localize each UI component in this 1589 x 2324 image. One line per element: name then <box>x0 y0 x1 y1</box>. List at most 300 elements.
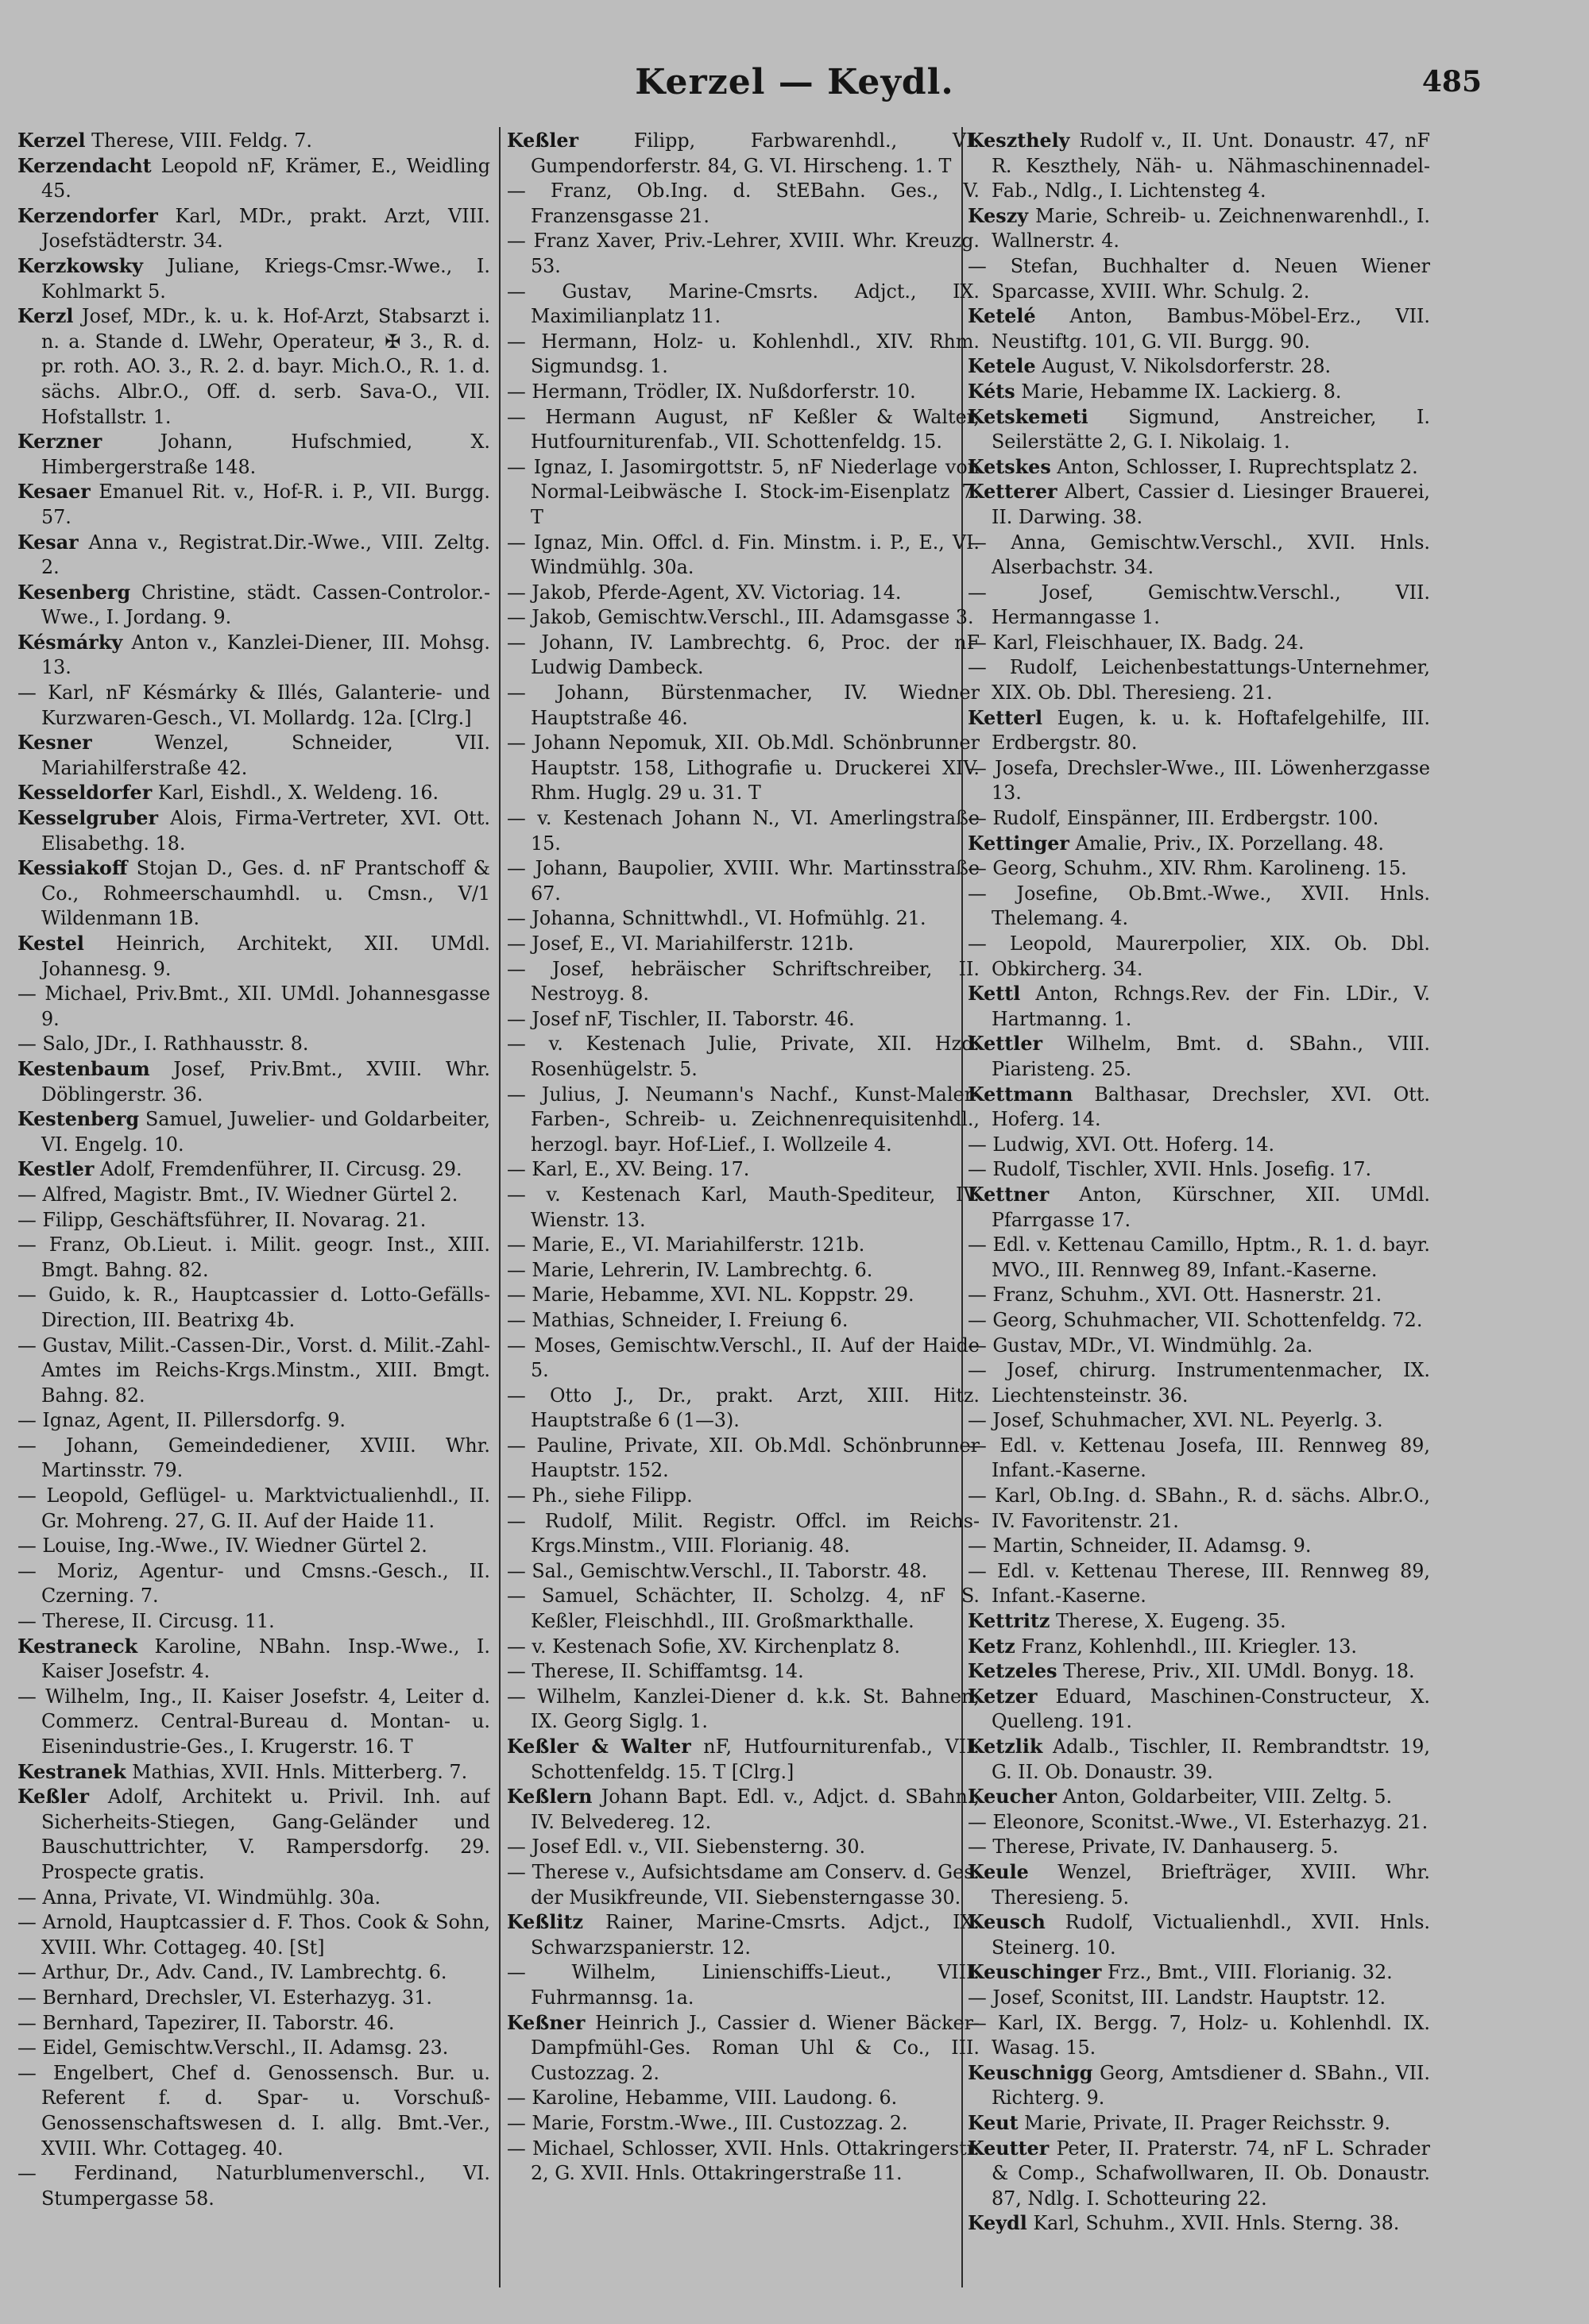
entry-surname: Kestler <box>17 1158 95 1181</box>
entry-details: — Josefa, Drechsler-Wwe., III. Löwenherzgasse 13. <box>968 756 1430 805</box>
directory-entry <box>507 581 980 606</box>
entry-details: Heinrich, Architekt, XII. UMdl. Johannesg. 9. <box>41 932 490 980</box>
entry-details: Josef, Priv.Bmt., XVIII. Whr. Döblingerstr. 36. <box>41 1057 490 1106</box>
column-divider <box>499 127 501 2287</box>
directory-entry <box>968 1534 1430 1559</box>
directory-entry <box>17 430 490 480</box>
entry-details: Leopold nF, Krämer, E., Weidling 45. <box>41 154 490 203</box>
directory-entry <box>17 1986 490 2011</box>
entry-surname: Kessiakoff <box>17 857 128 880</box>
directory-entry <box>968 2211 1430 2237</box>
entry-details: — Pauline, Private, XII. Ob.Mdl. Schönbrunner Hauptstr. 152. <box>507 1434 980 1482</box>
entry-details: — Guido, k. R., Hauptcassier d. Lotto-Gefälls-Direction, III. Beatrixg 4b. <box>17 1284 490 1331</box>
directory-entry <box>968 1835 1430 1860</box>
entry-details: — Ludwig, XVI. Ott. Hoferg. 14. <box>968 1133 1275 1156</box>
entry-details: Karl, Schuhm., XVII. Hnls. Sterng. 38. <box>1026 2212 1400 2235</box>
directory-entry <box>507 2137 980 2187</box>
directory-entry <box>968 655 1430 705</box>
directory-entry <box>507 932 980 957</box>
directory-entry <box>507 1258 980 1284</box>
directory-entry <box>968 380 1430 405</box>
entry-surname: Kerzner <box>17 430 102 454</box>
entry-surname: Ketskemeti <box>968 405 1088 428</box>
directory-entry <box>968 1358 1430 1408</box>
directory-entry <box>968 1609 1430 1635</box>
entry-surname: Kerzkowsky <box>17 254 143 277</box>
directory-entry <box>968 581 1430 631</box>
entry-details: — Rudolf, Tischler, XVII. Hnls. Josefig. 17. <box>968 1158 1372 1181</box>
entry-details: — Ignaz, Agent, II. Pillersdorfg. 9. <box>17 1409 346 1432</box>
directory-entry <box>17 1609 490 1635</box>
directory-entry <box>507 1233 980 1258</box>
entry-details: — Hermann, Trödler, IX. Nußdorferstr. 10. <box>507 380 916 403</box>
entry-details: Franz, Kohlenhdl., III. Kriegler. 13. <box>1015 1635 1357 1658</box>
entry-surname: Keut <box>968 2111 1019 2134</box>
directory-entry <box>17 856 490 932</box>
entry-details: Marie, Hebamme IX. Lackierg. 8. <box>1015 380 1342 403</box>
directory-entry <box>17 1960 490 1986</box>
directory-entry <box>968 480 1430 530</box>
entry-surname: Ketele <box>968 355 1036 378</box>
directory-entry <box>507 605 980 631</box>
directory-entry <box>968 1032 1430 1082</box>
directory-entry <box>507 1735 980 1785</box>
directory-entry <box>17 1057 490 1107</box>
entry-details: Anton v., Kanzlei-Diener, III. Mohsg. 13. <box>41 631 490 679</box>
entry-surname: Keszthely <box>968 129 1070 152</box>
directory-entry <box>507 129 980 179</box>
entry-surname: Keuschnigg <box>968 2061 1093 2084</box>
entry-details: — Bernhard, Drechsler, VI. Esterhazyg. 31. <box>17 1986 432 2009</box>
directory-entry <box>507 1584 980 1634</box>
directory-entry <box>17 781 490 806</box>
entry-surname: Ketzeles <box>968 1660 1057 1683</box>
directory-entry <box>507 531 980 581</box>
entry-details: — Sal., Gemischtw.Verschl., II. Taborstr. 48. <box>507 1559 928 1582</box>
entry-details: — Wilhelm, Kanzlei-Diener d. k.k. St. Bahnen, IX. Georg Siglg. 1. <box>507 1685 980 1733</box>
column-right <box>968 129 1430 2289</box>
directory-entry <box>507 1785 980 1835</box>
entry-details: Johann, Hufschmied, X. Himbergerstraße 148. <box>41 430 490 478</box>
directory-entry <box>968 832 1430 857</box>
entry-details: — Georg, Schuhmacher, VII. Schottenfeldg. 72. <box>968 1308 1423 1331</box>
entry-details: — Karl, IX. Bergg. 7, Holz- u. Kohlenhdl. IX. Wasag. 15. <box>968 2011 1430 2060</box>
entry-details: — Michael, Schlosser, XVII. Hnls. Ottakringerstr. 2, G. XVII. Hnls. Ottakringerstraße 11. <box>507 2137 980 2185</box>
directory-entry <box>17 806 490 856</box>
entry-surname: Ketz <box>968 1635 1015 1658</box>
directory-entry <box>17 581 490 631</box>
entry-details: — Franz, Ob.Ing. d. StEBahn. Ges., V. Franzensgasse 21. <box>507 180 980 227</box>
directory-entry <box>17 254 490 304</box>
directory-entry <box>507 1007 980 1033</box>
directory-entry <box>968 932 1430 982</box>
entry-details: — Alfred, Magistr. Bmt., IV. Wiedner Gürtel 2. <box>17 1183 458 1206</box>
directory-entry <box>507 179 980 229</box>
entry-details: Karl, MDr., prakt. Arzt, VIII. Josefstädterstr. 34. <box>41 204 490 253</box>
entry-details: — Karl, Ob.Ing. d. SBahn., R. d. sächs. Albr.O., IV. Favoritenstr. 21. <box>968 1484 1430 1532</box>
directory-entry <box>968 354 1430 380</box>
directory-entry <box>968 531 1430 581</box>
entry-surname: Kesselgruber <box>17 807 159 830</box>
entry-details: — Ph., siehe Filipp. <box>507 1484 693 1508</box>
entry-surname: Kéts <box>968 380 1015 403</box>
directory-entry <box>507 1157 980 1183</box>
directory-entry <box>507 2111 980 2137</box>
directory-entry <box>968 882 1430 932</box>
entry-details: — Josefine, Ob.Bmt.-Wwe., XVII. Hnls. Thelemang. 4. <box>968 882 1430 930</box>
directory-entry <box>507 1283 980 1308</box>
directory-entry <box>17 480 490 530</box>
directory-entry <box>17 2061 490 2161</box>
entry-details: — Rudolf, Leichenbestattungs-Unternehmer, XIX. Ob. Dbl. Theresieng. 21. <box>968 656 1430 705</box>
directory-entry <box>507 806 980 856</box>
entry-surname: Keßler <box>507 129 579 152</box>
directory-entry <box>968 1233 1430 1283</box>
directory-entry <box>968 1910 1430 1960</box>
entry-surname: Keßlern <box>507 1785 593 1809</box>
entry-details: Anton, Kürschner, XII. UMdl. Pfarrgasse 17. <box>992 1183 1430 1231</box>
entry-details: Juliane, Kriegs-Cmsr.-Wwe., I. Kohlmarkt 5. <box>41 254 490 303</box>
directory-entry <box>968 304 1430 354</box>
entry-details: Anton, Schlosser, I. Ruprechtsplatz 2. <box>1050 455 1418 478</box>
entry-details: — Hermann, Holz- u. Kohlenhdl., XIV. Rhm. Sigmundsg. 1. <box>507 330 980 378</box>
directory-entry <box>17 1283 490 1333</box>
directory-entry <box>507 1032 980 1082</box>
directory-entry <box>507 380 980 405</box>
directory-entry <box>507 2086 980 2111</box>
directory-entry <box>968 1735 1430 1785</box>
entry-details: Sigmund, Anstreicher, I. Seilerstätte 2, G. I. Nikolaig. 1. <box>992 405 1430 454</box>
entry-details: — Leopold, Maurerpolier, XIX. Ob. Dbl. Obkircherg. 34. <box>968 932 1430 980</box>
entry-surname: Kestel <box>17 932 84 955</box>
directory-entry <box>17 1157 490 1183</box>
directory-entry <box>17 1635 490 1685</box>
page-number: 485 <box>1421 65 1482 98</box>
directory-entry <box>968 254 1430 304</box>
entry-details: — Josef Edl. v., VII. Siebensterng. 30. <box>507 1836 866 1859</box>
entry-details: — Bernhard, Tapezirer, II. Taborstr. 46. <box>17 2011 395 2034</box>
directory-entry <box>17 1886 490 1911</box>
entry-details: — Eidel, Gemischtw.Verschl., II. Adamsg. 23. <box>17 2036 449 2060</box>
entry-surname: Kestraneck <box>17 1635 138 1658</box>
directory-entry <box>507 330 980 380</box>
directory-entry <box>968 1785 1430 1810</box>
entry-surname: Kettinger <box>968 832 1069 855</box>
entry-details: — Josef nF, Tischler, II. Taborstr. 46. <box>507 1007 855 1030</box>
entry-details: — Franz Xaver, Priv.-Lehrer, XVIII. Whr. Kreuzg. 53. <box>507 230 980 277</box>
entry-surname: Keydl <box>968 2212 1027 2235</box>
entry-details: — Engelbert, Chef d. Genossensch. Bur. u. Referent f. d. Spar- u. Vorschuß-Genossenschaftswesen d. I. allg. Bmt.-Ver., XVIII. Whr. Cottageg. 40. <box>17 2061 490 2160</box>
directory-entry <box>507 1083 980 1158</box>
entry-surname: Keuschinger <box>968 1961 1102 1984</box>
entry-details: Rudolf v., II. Unt. Donaustr. 47, nF R. Keszthely, Näh- u. Nähmaschinennadel-Fab., Ndlg., I. Lichtensteg 4. <box>992 129 1430 203</box>
directory-entry <box>507 1835 980 1860</box>
entry-surname: Kerzendacht <box>17 154 152 177</box>
directory-entry <box>968 455 1430 481</box>
directory-entry <box>17 531 490 581</box>
entry-details: Amalie, Priv., IX. Porzellang. 48. <box>1069 832 1384 855</box>
entry-details: — Therese, Private, IV. Danhauserg. 5. <box>968 1836 1339 1859</box>
directory-entry <box>17 1107 490 1157</box>
entry-details: Josef, MDr., k. u. k. Hof-Arzt, Stabsarzt i. n. a. Stande d. LWehr, Operateur, ✠ 3., R. d. pr. roth. AO. 3., R. 2. d. bayr. Mich.O., R. 1. d. sächs. Albr.O., Off. d. serb. Sava-O., VII. Hofstallstr. 1. <box>41 305 490 428</box>
directory-entry <box>968 856 1430 882</box>
entry-surname: Kestenberg <box>17 1108 140 1131</box>
directory-entry <box>507 1334 980 1384</box>
directory-entry <box>17 1334 490 1409</box>
page-header <box>0 62 1589 118</box>
entry-details: Rainer, Marine-Cmsrts. Adjct., IX. Schwarzspanierstr. 12. <box>531 1911 980 1959</box>
directory-entry <box>968 1986 1430 2011</box>
directory-entry <box>507 1659 980 1685</box>
directory-entry <box>507 1960 980 2010</box>
entry-details: — Stefan, Buchhalter d. Neuen Wiener Sparcasse, XVIII. Whr. Schulg. 2. <box>968 254 1430 303</box>
entry-details: Adolf, Architekt u. Privil. Inh. auf Sicherheits-Stiegen, Gang-Geländer und Bauschuttrichter, V. Rampersdorfg. 29. Prospecte gratis. <box>41 1785 490 1883</box>
directory-entry <box>968 1659 1430 1685</box>
entry-surname: Késmárky <box>17 631 123 654</box>
entry-details: — Louise, Ing.-Wwe., IV. Wiedner Gürtel 2. <box>17 1535 427 1558</box>
directory-entry <box>17 1208 490 1233</box>
directory-entry <box>507 1384 980 1434</box>
entry-details: — Edl. v. Kettenau Camillo, Hptm., R. 1. d. bayr. MVO., III. Rennweg 89, Infant.-Kaserne. <box>968 1233 1430 1281</box>
entry-details: — Johanna, Schnittwhdl., VI. Hofmühlg. 21. <box>507 907 926 930</box>
directory-entry <box>17 681 490 731</box>
entry-details: — Julius, J. Neumann's Nachf., Kunst-Maler-Farben-, Schreib- u. Zeichnenrequisitenhdl., herzogl. bayr. Hof-Lief., I. Wollzeile 4. <box>507 1083 980 1156</box>
directory-entry <box>507 856 980 906</box>
directory-entry <box>17 304 490 430</box>
entry-details: Marie, Private, II. Prager Reichsstr. 9. <box>1018 2111 1390 2134</box>
entry-details: Anton, Goldarbeiter, VIII. Zeltg. 5. <box>1057 1785 1393 1809</box>
directory-entry <box>507 957 980 1007</box>
entry-surname: Kettl <box>968 982 1021 1006</box>
entry-details: Peter, II. Praterstr. 74, nF L. Schrader & Comp., Schafwollwaren, II. Ob. Donaustr. 87, Ndlg. I. Schotteuring 22. <box>992 2137 1430 2210</box>
entry-surname: Kerzl <box>17 305 74 328</box>
directory-entry <box>507 2011 980 2087</box>
entry-surname: Ketskes <box>968 455 1051 478</box>
entry-details: — Salo, JDr., I. Rathhausstr. 8. <box>17 1033 309 1056</box>
entry-details: Emanuel Rit. v., Hof-R. i. P., VII. Burgg. 57. <box>41 481 490 528</box>
directory-entry <box>968 2111 1430 2137</box>
directory-entry <box>968 129 1430 204</box>
entry-details: Adolf, Fremdenführer, II. Circusg. 29. <box>94 1158 462 1181</box>
directory-entry <box>968 1960 1430 1986</box>
directory-entry <box>968 1559 1430 1609</box>
entry-details: Albert, Cassier d. Liesinger Brauerei, II. Darwing. 38. <box>992 481 1430 528</box>
directory-entry <box>17 1910 490 1960</box>
entry-details: Frz., Bmt., VIII. Florianig. 32. <box>1101 1961 1393 1984</box>
entry-details: — Edl. v. Kettenau Josefa, III. Rennweg 89, Infant.-Kaserne. <box>968 1434 1430 1482</box>
entry-details: August, V. Nikolsdorferstr. 28. <box>1035 355 1332 378</box>
entry-details: — v. Kestenach Sofie, XV. Kirchenplatz 8. <box>507 1635 900 1658</box>
directory-entry <box>968 1685 1430 1735</box>
directory-entry <box>968 405 1430 455</box>
directory-entry <box>968 1810 1430 1836</box>
directory-entry <box>17 932 490 982</box>
entry-surname: Kesaer <box>17 481 91 504</box>
entry-details: Anton, Bambus-Möbel-Erz., VII. Neustiftg. 101, G. VII. Burgg. 90. <box>992 305 1430 353</box>
entry-surname: Ketzer <box>968 1685 1038 1708</box>
directory-entry <box>968 1157 1430 1183</box>
directory-entry <box>968 706 1430 756</box>
entry-details: Wenzel, Briefträger, XVIII. Whr. Theresieng. 5. <box>992 1860 1430 1909</box>
entry-details: Therese, VIII. Feldg. 7. <box>85 129 312 152</box>
directory-entry <box>968 1860 1430 1910</box>
entry-details: — Wilhelm, Linienschiffs-Lieut., VIII. Fuhrmannsg. 1a. <box>507 1961 980 2009</box>
entry-details: — Marie, Lehrerin, IV. Lambrechtg. 6. <box>507 1258 873 1281</box>
entry-surname: Keßler <box>17 1785 90 1809</box>
entry-details: — Anna, Private, VI. Windmühlg. 30a. <box>17 1886 381 1909</box>
entry-details: — Franz, Ob.Lieut. i. Milit. geogr. Inst., XIII. Bmgt. Bahng. 82. <box>17 1233 490 1281</box>
entry-details: Anna v., Registrat.Dir.-Wwe., VIII. Zeltg. 2. <box>41 531 490 579</box>
entry-surname: Keßlitz <box>507 1911 583 1934</box>
entry-details: — Gustav, MDr., VI. Windmühlg. 2a. <box>968 1334 1313 1357</box>
entry-details: Wenzel, Schneider, VII. Mariahilferstraße 42. <box>41 732 490 779</box>
directory-entry <box>507 731 980 806</box>
directory-entry <box>968 2137 1430 2212</box>
entry-details: Samuel, Juwelier- und Goldarbeiter, VI. Engelg. 10. <box>41 1108 490 1156</box>
entry-details: — Karl, nF Késmárky & Illés, Galanterie- und Kurzwaren-Gesch., VI. Mollardg. 12a. [Clrg.] <box>17 681 490 729</box>
entry-details: — v. Kestenach Julie, Private, XII. Hzd. Rosenhügelstr. 5. <box>507 1033 980 1080</box>
directory-entry <box>507 906 980 932</box>
entry-details: Stojan D., Ges. d. nF Prantschoff & Co., Rohmeerschaumhdl. u. Cmsn., V/1 Wildenmann 1B. <box>41 857 490 930</box>
directory-entry <box>507 1559 980 1585</box>
directory-entry <box>968 756 1430 806</box>
entry-surname: Keucher <box>968 1785 1057 1809</box>
entry-surname: Kesenberg <box>17 581 131 604</box>
entry-details: Johann Bapt. Edl. v., Adjct. d. SBahn., IV. Belvedereg. 12. <box>531 1785 980 1833</box>
entry-details: Marie, Schreib- u. Zeichnenwarenhdl., I. Wallnerstr. 4. <box>992 204 1430 253</box>
entry-surname: Ketzlik <box>968 1735 1043 1758</box>
entry-details: — v. Kestenach Karl, Mauth-Spediteur, IV. Wienstr. 13. <box>507 1183 980 1231</box>
directory-entry <box>968 2061 1430 2111</box>
entry-surname: Ketterl <box>968 706 1043 729</box>
entry-details: — Michael, Priv.Bmt., XII. UMdl. Johannesgasse 9. <box>17 982 490 1030</box>
entry-surname: Kestenbaum <box>17 1057 150 1080</box>
entry-details: Karoline, NBahn. Insp.-Wwe., I. Kaiser Josefstr. 4. <box>41 1635 490 1683</box>
entry-details: — Josef, Schuhmacher, XVI. NL. Peyerlg. 3. <box>968 1409 1383 1432</box>
directory-entry <box>17 731 490 781</box>
directory-entry <box>17 1685 490 1760</box>
entry-details: — Leopold, Geflügel- u. Marktvictualienhdl., II. Gr. Mohreng. 27, G. II. Auf der Haide 11. <box>17 1484 490 1532</box>
directory-entry <box>507 1308 980 1334</box>
entry-details: — Josef, hebräischer Schriftschreiber, II. Nestroyg. 8. <box>507 957 980 1006</box>
directory-entry <box>968 1408 1430 1434</box>
entry-surname: Ketterer <box>968 481 1057 504</box>
directory-entry <box>17 631 490 681</box>
entry-details: — Otto J., Dr., prakt. Arzt, XIII. Hitz. Hauptstraße 6 (1—3). <box>507 1384 980 1432</box>
entry-details: Therese, Priv., XII. UMdl. Bonyg. 18. <box>1057 1660 1415 1683</box>
entry-details: — Jakob, Gemischtw.Verschl., III. Adamsgasse 3. <box>507 606 974 629</box>
entry-details: — Anna, Gemischtw.Verschl., XVII. Hnls. Alserbachstr. 34. <box>968 531 1430 579</box>
directory-entry <box>17 982 490 1032</box>
entry-surname: Kesar <box>17 531 79 554</box>
directory-entry <box>968 204 1430 254</box>
directory-entry <box>968 2011 1430 2061</box>
directory-entry <box>968 1308 1430 1334</box>
entry-surname: Kesseldorfer <box>17 782 153 805</box>
entry-details: — Josef, Gemischtw.Verschl., VII. Hermanngasse 1. <box>968 581 1430 629</box>
entry-surname: Kettritz <box>968 1610 1050 1633</box>
entry-details: — Ignaz, I. Jasomirgottstr. 5, nF Niederlage von Normal-Leibwäsche I. Stock-im-Eisenplatz 7. T <box>507 455 980 528</box>
directory-entry <box>17 2011 490 2036</box>
directory-entry <box>507 405 980 455</box>
entry-details: Karl, Eishdl., X. Weldeng. 16. <box>152 782 439 805</box>
entry-details: — Ferdinand, Naturblumenverschl., VI. Stumpergasse 58. <box>17 2162 490 2210</box>
directory-entry <box>17 204 490 254</box>
directory-entry <box>968 1283 1430 1308</box>
entry-details: — Johann Nepomuk, XII. Ob.Mdl. Schönbrunner Hauptstr. 158, Lithografie u. Druckerei XIV. Rhm. Huglg. 29 u. 31. T <box>507 732 980 805</box>
directory-entry <box>17 129 490 154</box>
entry-details: — Mathias, Schneider, I. Freiung 6. <box>507 1308 849 1331</box>
directory-entry <box>17 1183 490 1208</box>
entry-details: — Hermann August, nF Keßler & Walter, Hutfourniturenfab., VII. Schottenfeldg. 15. <box>507 405 980 454</box>
directory-entry <box>968 806 1430 832</box>
entry-details: — Georg, Schuhm., XIV. Rhm. Karolineng. 15. <box>968 857 1407 880</box>
entry-details: Eduard, Maschinen-Constructeur, X. Quelleng. 191. <box>992 1685 1430 1733</box>
page-title: Kerzel — Keydl. <box>635 62 954 102</box>
entry-details: — Martin, Schneider, II. Adamsg. 9. <box>968 1535 1312 1558</box>
entry-details: — Moses, Gemischtw.Verschl., II. Auf der Haide 5. <box>507 1334 980 1382</box>
entry-details: Adalb., Tischler, II. Rembrandtstr. 19, G. II. Ob. Donaustr. 39. <box>992 1735 1430 1783</box>
entry-surname: Ketelé <box>968 305 1036 328</box>
entry-surname: Kerzendorfer <box>17 204 158 227</box>
entry-details: Heinrich J., Cassier d. Wiener Bäcker-Dampfmühl-Ges. Roman Uhl & Co., III. Custozzag. 2. <box>531 2011 980 2084</box>
directory-entry <box>968 1133 1430 1158</box>
entry-details: — Josef, chirurg. Instrumentenmacher, IX. Liechtensteinstr. 36. <box>968 1359 1430 1407</box>
directory-entry <box>507 229 980 279</box>
entry-details: Anton, Rchngs.Rev. der Fin. LDir., V. Hartmanng. 1. <box>992 982 1430 1030</box>
entry-details: Eugen, k. u. k. Hoftafelgehilfe, III. Erdbergstr. 80. <box>992 706 1430 755</box>
entry-details: — Karl, E., XV. Being. 17. <box>507 1158 750 1181</box>
entry-details: — Franz, Schuhm., XVI. Ott. Hasnerstr. 21. <box>968 1284 1382 1307</box>
directory-entry <box>17 1032 490 1057</box>
directory-entry <box>17 2036 490 2061</box>
directory-entry <box>968 1083 1430 1133</box>
directory-entry <box>17 1434 490 1484</box>
entry-details: — Marie, Forstm.-Wwe., III. Custozzag. 2. <box>507 2111 908 2134</box>
directory-entry <box>507 1484 980 1509</box>
entry-details: — Gustav, Milit.-Cassen-Dir., Vorst. d. Milit.-Zahl-Amtes im Reichs-Krgs.Minstm., XIII. Bmgt. Bahng. 82. <box>17 1334 490 1407</box>
entry-surname: Keusch <box>968 1911 1046 1934</box>
entry-details: — Johann, IV. Lambrechtg. 6, Proc. der nF Ludwig Dambeck. <box>507 631 980 679</box>
directory-entry <box>17 1559 490 1609</box>
directory-entry <box>507 1685 980 1735</box>
directory-entry <box>17 1785 490 1885</box>
entry-details: — Filipp, Geschäftsführer, II. Novarag. 21. <box>17 1208 427 1231</box>
entry-details: Wilhelm, Bmt. d. SBahn., VIII. Piaristeng. 25. <box>992 1033 1430 1080</box>
directory-entry <box>17 1760 490 1785</box>
entry-details: — Gustav, Marine-Cmsrts. Adjct., IX. Maximilianplatz 11. <box>507 280 980 328</box>
directory-entry <box>507 1910 980 1960</box>
directory-entry <box>968 1434 1430 1484</box>
directory-entry <box>17 1534 490 1559</box>
entry-details: — Josef, E., VI. Mariahilferstr. 121b. <box>507 932 854 955</box>
entry-details: Georg, Amtsdiener d. SBahn., VII. Richterg. 9. <box>992 2061 1430 2110</box>
column-middle <box>507 129 980 2289</box>
entry-details: Alois, Firma-Vertreter, XVI. Ott. Elisabethg. 18. <box>41 807 490 855</box>
entry-details: Filipp, Farbwarenhdl., VI. Gumpendorferstr. 84, G. VI. Hirscheng. 1. T <box>531 129 980 177</box>
entry-surname: Kettmann <box>968 1083 1073 1106</box>
entry-details: — Marie, E., VI. Mariahilferstr. 121b. <box>507 1233 865 1257</box>
entry-surname: Kesner <box>17 732 92 755</box>
entry-details: — Karl, Fleischhauer, IX. Badg. 24. <box>968 631 1305 654</box>
directory-entry <box>17 1484 490 1534</box>
entry-surname: Kettler <box>968 1033 1043 1056</box>
directory-entry <box>17 2161 490 2211</box>
entry-details: — Johann, Gemeindediener, XVIII. Whr. Martinsstr. 79. <box>17 1434 490 1482</box>
entry-details: — Wilhelm, Ing., II. Kaiser Josefstr. 4, Leiter d. Commerz. Central-Bureau d. Montan- u. Eisenindustrie-Ges., I. Krugerstr. 16. T <box>17 1685 490 1758</box>
directory-entry <box>507 1434 980 1484</box>
entry-details: — Samuel, Schächter, II. Scholzg. 4, nF S. Keßler, Fleischhdl., III. Großmarkthalle. <box>507 1585 980 1633</box>
